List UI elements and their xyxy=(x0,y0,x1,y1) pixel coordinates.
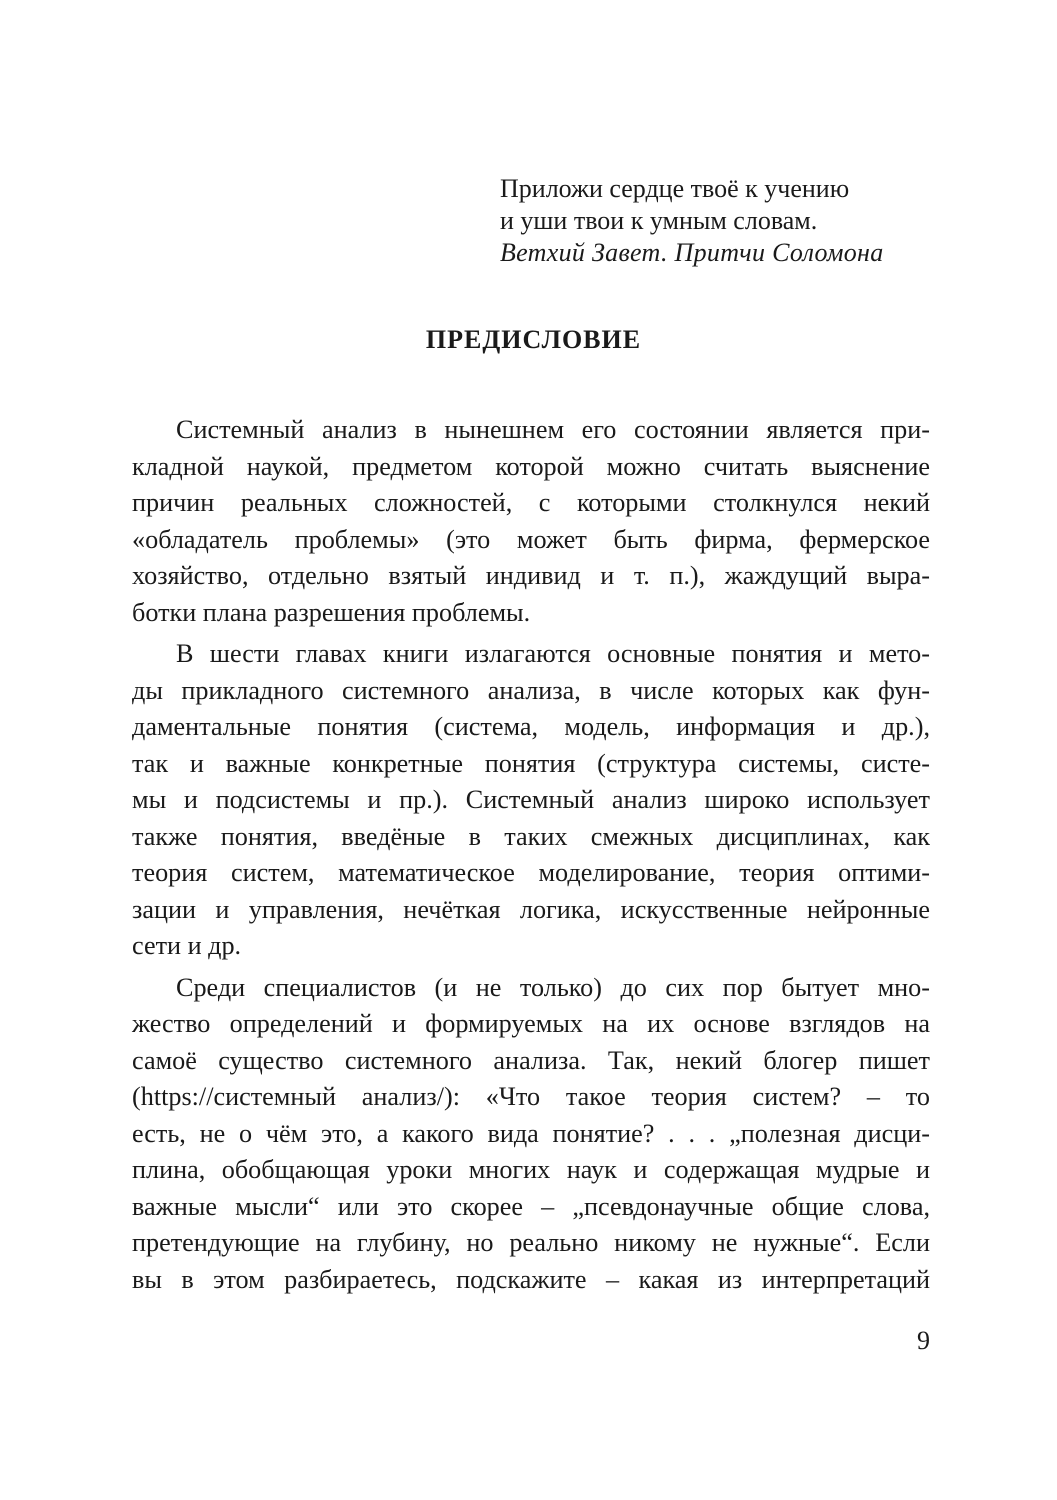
text-line: вы в этом разбираетесь, подскажите – какая из интерпретаций xyxy=(132,1264,930,1294)
text-line: хозяйство, отдельно взятый индивид и т. п.), жаждущий выра- xyxy=(132,561,930,590)
text-line: (https://системный анализ/): «Что такое теория систем? – то xyxy=(132,1082,930,1111)
text-line: кладной наукой, предметом которой можно считать выяснение xyxy=(132,451,930,481)
page-number: 9 xyxy=(917,1326,930,1355)
body-text xyxy=(132,412,930,1298)
paragraph xyxy=(132,636,930,965)
text-line: также понятия, введёные в таких смежных дисциплинах, как xyxy=(132,821,930,851)
paragraph xyxy=(132,412,930,631)
text-line: ды прикладного системного анализа, в числе которых как фун- xyxy=(132,675,930,705)
text-line: сети и др. xyxy=(132,931,242,960)
text-line: теория систем, математическое моделирование, теория оптими- xyxy=(132,858,930,887)
section-heading: ПРЕДИСЛОВИЕ xyxy=(425,325,642,354)
text-line: «обладатель проблемы» (это может быть фирма, фермерское xyxy=(132,524,930,554)
text-line: претендующие на глубину, но реально никому не нужные“. Если xyxy=(132,1228,930,1257)
paragraph xyxy=(132,970,930,1299)
text-line: плина, обобщающая уроки многих наук и содержащая мудрые и xyxy=(132,1155,930,1184)
text-line: причин реальных сложностей, с которыми столкнулся некий xyxy=(132,488,930,517)
text-line: зации и управления, нечёткая логика, искусственные нейронные xyxy=(132,894,930,924)
epigraph-line: Приложи сердце твоё к учению xyxy=(500,174,850,203)
text-line: важные мысли“ или это скорее – „псевдонаучные общие слова, xyxy=(132,1191,930,1221)
text-line: ботки плана разрешения проблемы. xyxy=(132,597,531,627)
text-line: самоё существо системного анализа. Так, некий блогер пишет xyxy=(132,1045,930,1075)
text-line: В шести главах книги излагаются основные понятия и мето- xyxy=(176,639,930,668)
epigraph-source: Ветхий Завет. Притчи Соломона xyxy=(500,238,884,267)
text-line: мы и подсистемы и пр.). Системный анализ широко использует xyxy=(132,785,930,814)
text-line: так и важные конкретные понятия (структура системы, систе- xyxy=(132,748,930,778)
text-line: есть, не о чём это, а какого вида понятие? . . . „полезная дисци- xyxy=(132,1118,930,1148)
epigraph xyxy=(500,173,920,269)
text-line: Системный анализ в нынешнем его состоянии является при- xyxy=(176,415,930,444)
text-line: жество определений и формируемых на их основе взглядов на xyxy=(132,1009,930,1038)
text-line: даментальные понятия (система, модель, информация и др.), xyxy=(132,712,930,741)
text-line: Среди специалистов (и не только) до сих пор бытует мно- xyxy=(176,972,930,1002)
epigraph-line: и уши твои к умным словам. xyxy=(500,206,818,235)
